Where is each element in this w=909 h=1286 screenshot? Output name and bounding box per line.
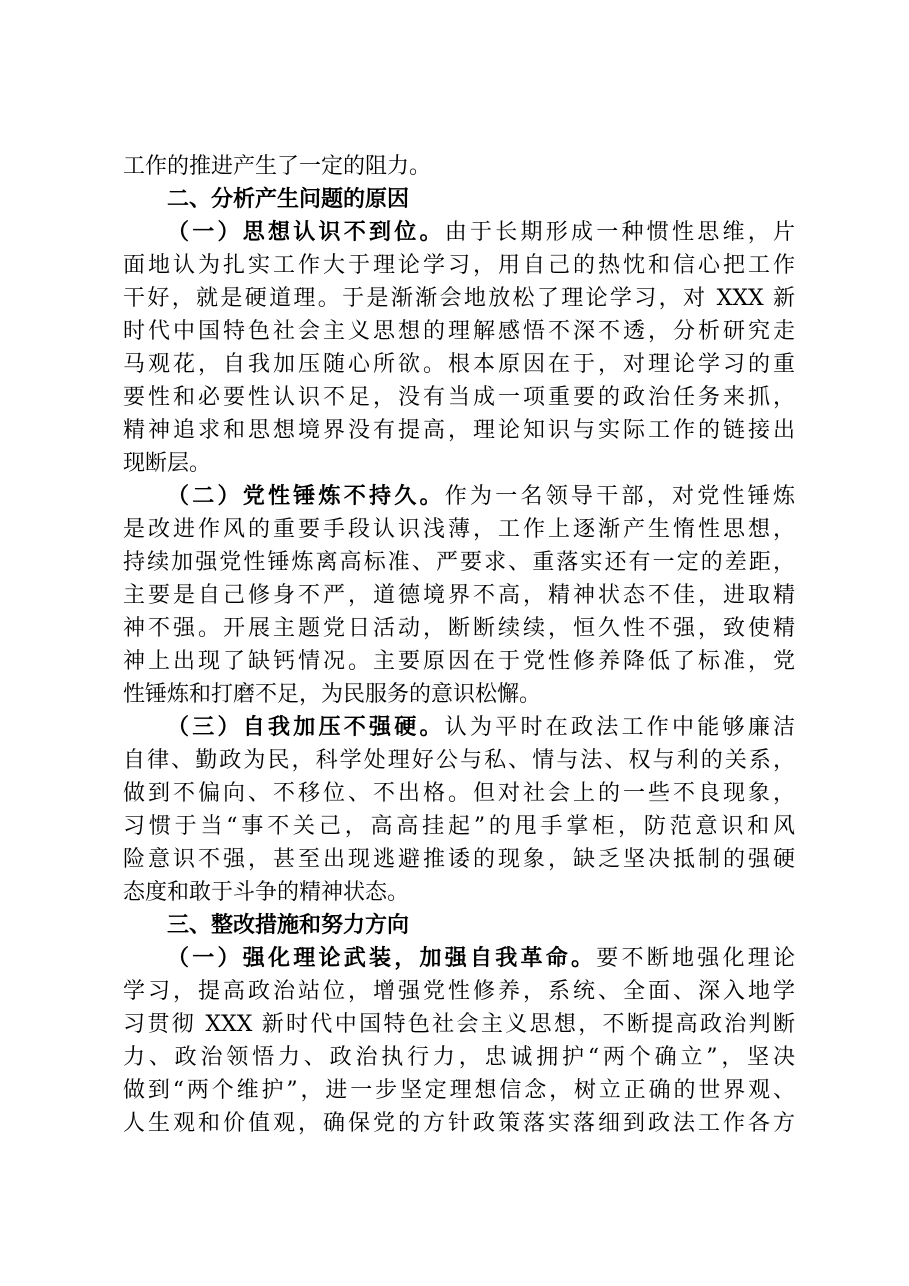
paragraph-line: 干好，就是硬道理。于是渐渐会地放松了理论学习，对 XXX 新 bbox=[123, 286, 795, 311]
paragraph-line: 习贯彻 XXX 新时代中国特色社会主义思想，不断提高政治判断 bbox=[123, 1012, 795, 1037]
document-page bbox=[123, 150, 795, 1140]
subsection-heading: （一）强化理论武装，加强自我革命。 bbox=[167, 946, 597, 971]
paragraph-first-line bbox=[123, 216, 795, 249]
paragraph-text: 要不断地强化理论 bbox=[596, 946, 795, 971]
paragraph-line: 做到不偏向、不移位、不出格。但对社会上的一些不良现象， bbox=[123, 781, 795, 806]
subsection-heading: （一）思想认识不到位。 bbox=[167, 220, 445, 245]
subsection-heading: （三）自我加压不强硬。 bbox=[167, 715, 445, 740]
paragraph-first-line bbox=[123, 942, 795, 975]
paragraph-first-line bbox=[123, 711, 795, 744]
paragraph-first-line bbox=[123, 480, 795, 513]
paragraph-line: 神上出现了缺钙情况。主要原因在于党性修养降低了标准，党 bbox=[123, 649, 795, 674]
paragraph-text: 作为一名领导干部，对党性锤炼 bbox=[444, 484, 795, 509]
paragraph-line: 现断层。 bbox=[123, 451, 212, 476]
paragraph-line: 是改进作风的重要手段认识浅薄，工作上逐渐产生惰性思想， bbox=[123, 517, 795, 542]
subsection-heading: （二）党性锤炼不持久。 bbox=[167, 484, 445, 509]
paragraph-text: 认为平时在政法工作中能够廉洁 bbox=[444, 715, 795, 740]
paragraph-line: 态度和敢于斗争的精神状态。 bbox=[123, 880, 410, 905]
paragraph-line: 险意识不强，甚至出现逃避推诿的现象，缺乏坚决抵制的强硬 bbox=[123, 847, 795, 872]
paragraph-line: 持续加强党性锤炼离高标准、严要求、重落实还有一定的差距， bbox=[123, 550, 795, 575]
paragraph-line: 性锤炼和打磨不足，为民服务的意识松懈。 bbox=[123, 682, 542, 707]
section-heading: 二、分析产生问题的原因 bbox=[167, 187, 410, 212]
paragraph-line: 做到“两个维护”，进一步坚定理想信念，树立正确的世界观、 bbox=[123, 1078, 795, 1103]
paragraph-line: 学习，提高政治站位，增强党性修养，系统、全面、深入地学 bbox=[123, 979, 795, 1004]
paragraph-line: 神不强。开展主题党日活动，断断续续，恒久性不强，致使精 bbox=[123, 616, 795, 641]
paragraph-line: 人生观和价值观，确保党的方针政策落实落细到政法工作各方 bbox=[123, 1111, 795, 1136]
paragraph-line: 马观花，自我加压随心所欲。根本原因在于，对理论学习的重 bbox=[123, 352, 795, 377]
paragraph-line: 精神追求和思想境界没有提高，理论知识与实际工作的链接出 bbox=[123, 418, 795, 443]
section-heading: 三、整改措施和努力方向 bbox=[167, 913, 410, 938]
paragraph-line: 面地认为扎实工作大于理论学习，用自己的热忱和信心把工作 bbox=[123, 253, 795, 278]
paragraph-line: 要性和必要性认识不足，没有当成一项重要的政治任务来抓， bbox=[123, 385, 795, 410]
paragraph-text: 由于长期形成一种惯性思维，片 bbox=[444, 220, 795, 245]
paragraph-line: 自律、勤政为民，科学处理好公与私、情与法、权与利的关系， bbox=[123, 748, 795, 773]
paragraph-line: 力、政治领悟力、政治执行力，忠诚拥护“两个确立”，坚决 bbox=[123, 1045, 795, 1070]
paragraph-line: 主要是自己修身不严，道德境界不高，精神状态不佳，进取精 bbox=[123, 583, 795, 608]
paragraph-line: 时代中国特色社会主义思想的理解感悟不深不透，分析研究走 bbox=[123, 319, 795, 344]
paragraph-line: 习惯于当“事不关己，高高挂起”的甩手掌柜，防范意识和风 bbox=[123, 814, 795, 839]
paragraph-line: 工作的推进产生了一定的阻力。 bbox=[123, 154, 432, 179]
